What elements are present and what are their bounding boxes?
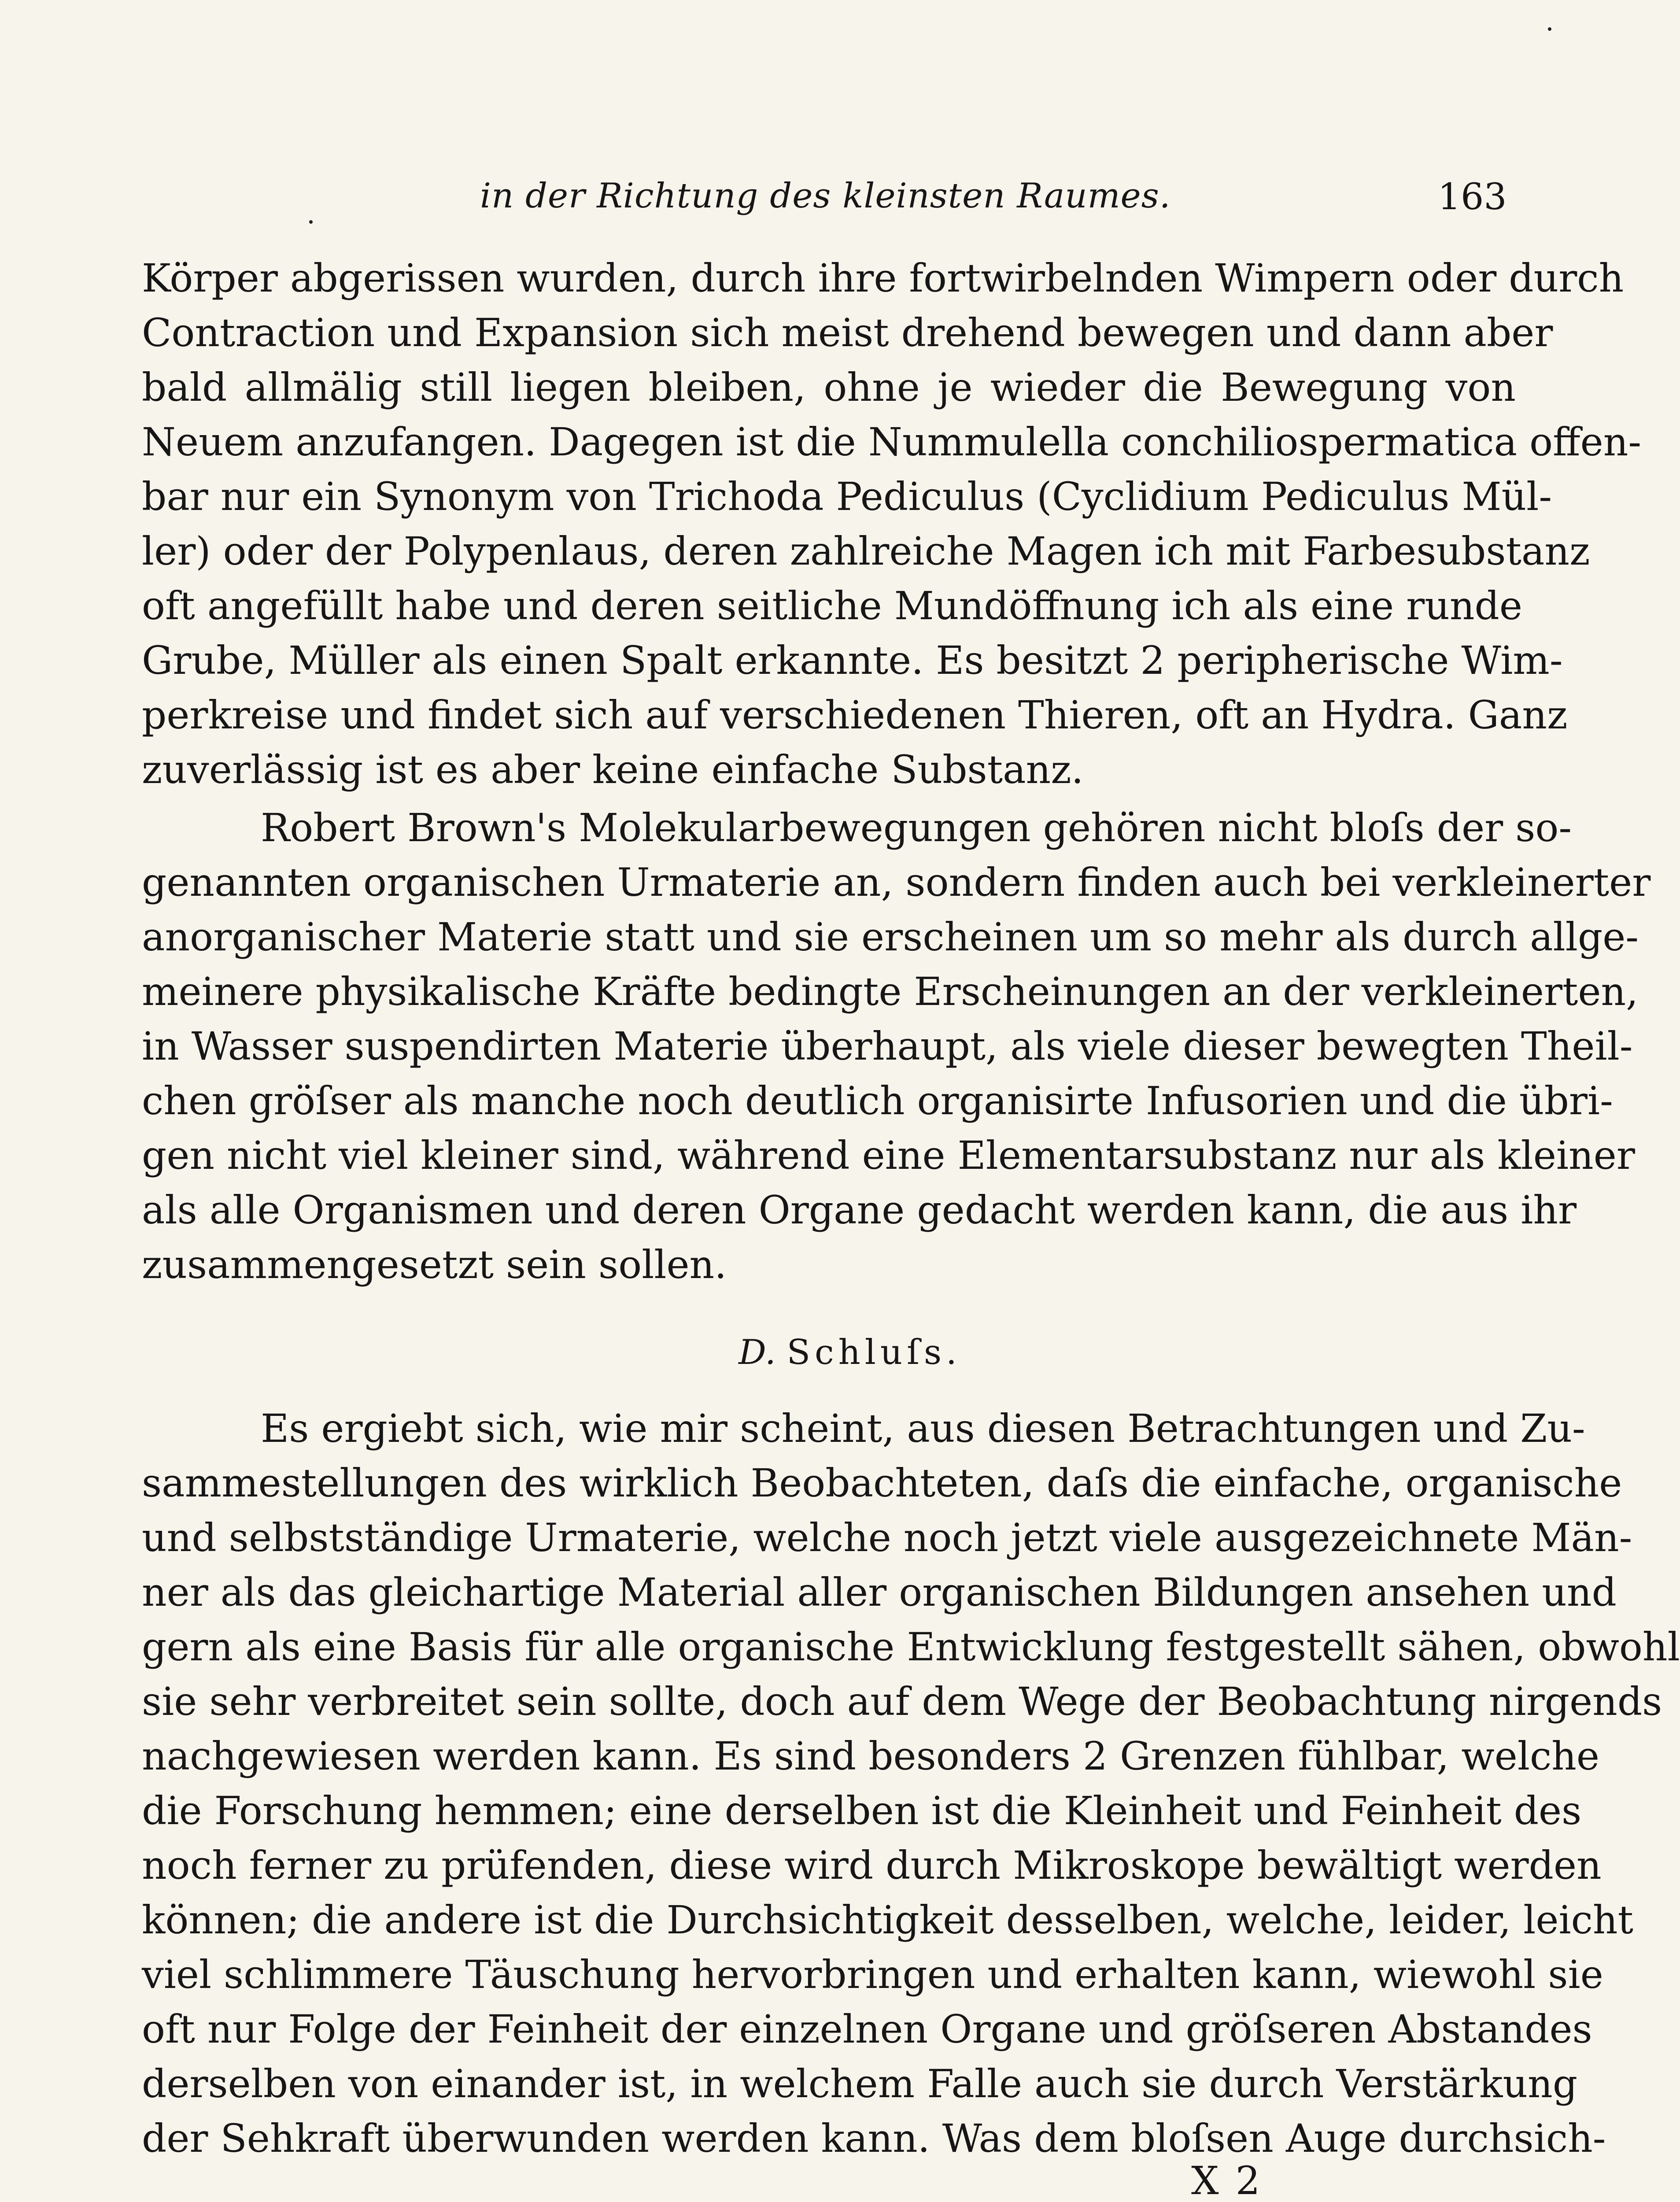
paragraph-3-line: nachgewiesen werden kann. Es sind besonders 2 Grenzen fühlbar, welche [142, 1733, 1600, 1779]
paragraph-3-line: und selbstständige Urmaterie, welche noch jetzt viele ausgezeichnete Män- [142, 1515, 1632, 1560]
paragraph-1-line: Grube, Müller als einen Spalt erkannte. Es besitzt 2 peripherische Wim- [142, 638, 1563, 683]
paragraph-3-line: der Sehkraft überwunden werden kann. Was dem bloſsen Auge durchsich- [142, 2116, 1606, 2161]
paragraph-1-line: Körper abgerissen wurden, durch ihre fortwirbelnden Wimpern oder durch [142, 255, 1624, 301]
section-letter: D. [738, 1333, 776, 1372]
page-number: 163 [1438, 176, 1507, 218]
paragraph-3-line: ner als das gleichartige Material aller organischen Bildungen ansehen und [142, 1570, 1617, 1615]
page-speck [1548, 27, 1551, 31]
paragraph-3-line: derselben von einander ist, in welchem Falle auch sie durch Verstärkung [142, 2061, 1578, 2106]
paragraph-2-line: genannten organischen Urmaterie an, sondern finden auch bei verkleinerter [142, 860, 1651, 905]
section-heading [674, 1333, 1026, 1372]
paragraph-3-line: können; die andere ist die Durchsichtigkeit desselben, welche, leider, leicht [142, 1897, 1633, 1943]
paragraph-1 [142, 251, 1642, 797]
paragraph-3-line: viel schlimmere Täuschung hervorbringen und erhalten kann, wiewohl sie [142, 1952, 1603, 1997]
page-speck [309, 220, 313, 224]
paragraph-2 [142, 801, 1651, 1292]
paragraph-1-line: perkreise und findet sich auf verschiedenen Thieren, oft an Hydra. Ganz [142, 692, 1568, 738]
paragraph-2-line: anorganischer Materie statt und sie erscheinen um so mehr als durch allge- [142, 914, 1639, 960]
paragraph-3-line: sie sehr verbreitet sein sollte, doch auf dem Wege der Beobachtung nirgends [142, 1679, 1662, 1724]
paragraph-2-line: zusammengesetzt sein sollen. [142, 1242, 727, 1287]
paragraph-2-line: chen gröſser als manche noch deutlich organisirte Infusorien und die übri- [142, 1078, 1613, 1123]
paragraph-1-line: zuverlässig ist es aber keine einfache Substanz. [142, 747, 1084, 792]
section-title: Schluſs. [786, 1333, 961, 1372]
paragraph-3-line: oft nur Folge der Feinheit der einzelnen Organe und gröſseren Abstandes [142, 2006, 1592, 2052]
paragraph-1-line: bar nur ein Synonym von Trichoda Pediculus (Cyclidium Pediculus Mül- [142, 474, 1552, 519]
paragraph-1-line: oft angefüllt habe und deren seitliche Mundöffnung ich als eine runde [142, 583, 1522, 628]
paragraph-3-line: gern als eine Basis für alle organische Entwicklung festgestellt sähen, obwohl [142, 1624, 1680, 1670]
paragraph-2-line: gen nicht viel kleiner sind, während eine Elementarsubstanz nur als kleiner [142, 1133, 1635, 1178]
running-title: in der Richtung des kleinsten Raumes. [480, 176, 1171, 216]
paragraph-1-line: bald allmälig still liegen bleiben, ohne je wieder die Bewegung von [142, 365, 1516, 410]
paragraph-2-line: als alle Organismen und deren Organe gedacht werden kann, die aus ihr [142, 1187, 1577, 1233]
paragraph-3-line: Es ergiebt sich, wie mir scheint, aus diesen Betrachtungen und Zu- [261, 1406, 1585, 1451]
paragraph-1-line: Contraction und Expansion sich meist drehend bewegen und dann aber [142, 310, 1553, 355]
paragraph-3 [142, 1401, 1680, 2166]
paragraph-2-line: meinere physikalische Kräfte bedingte Erscheinungen an der verkleinerten, [142, 969, 1639, 1014]
paragraph-1-line: Neuem anzufangen. Dagegen ist die Nummulella conchiliospermatica offen- [142, 419, 1642, 465]
paragraph-2-line: in Wasser suspendirten Materie überhaupt, als viele dieser bewegten Theil- [142, 1023, 1633, 1069]
printer-signature: X 2 [1191, 2158, 1263, 2202]
paragraph-3-line: sammestellungen des wirklich Beobachteten, daſs die einfache, organische [142, 1460, 1622, 1506]
paragraph-3-line: noch ferner zu prüfenden, diese wird durch Mikroskope bewältigt werden [142, 1843, 1602, 1888]
paragraph-2-line: Robert Brown's Molekularbewegungen gehören nicht bloſs der so- [261, 805, 1572, 850]
paragraph-1-line: ler) oder der Polypenlaus, deren zahlreiche Magen ich mit Farbesubstanz [142, 528, 1590, 574]
paragraph-3-line: die Forschung hemmen; eine derselben ist die Kleinheit und Feinheit des [142, 1788, 1582, 1833]
